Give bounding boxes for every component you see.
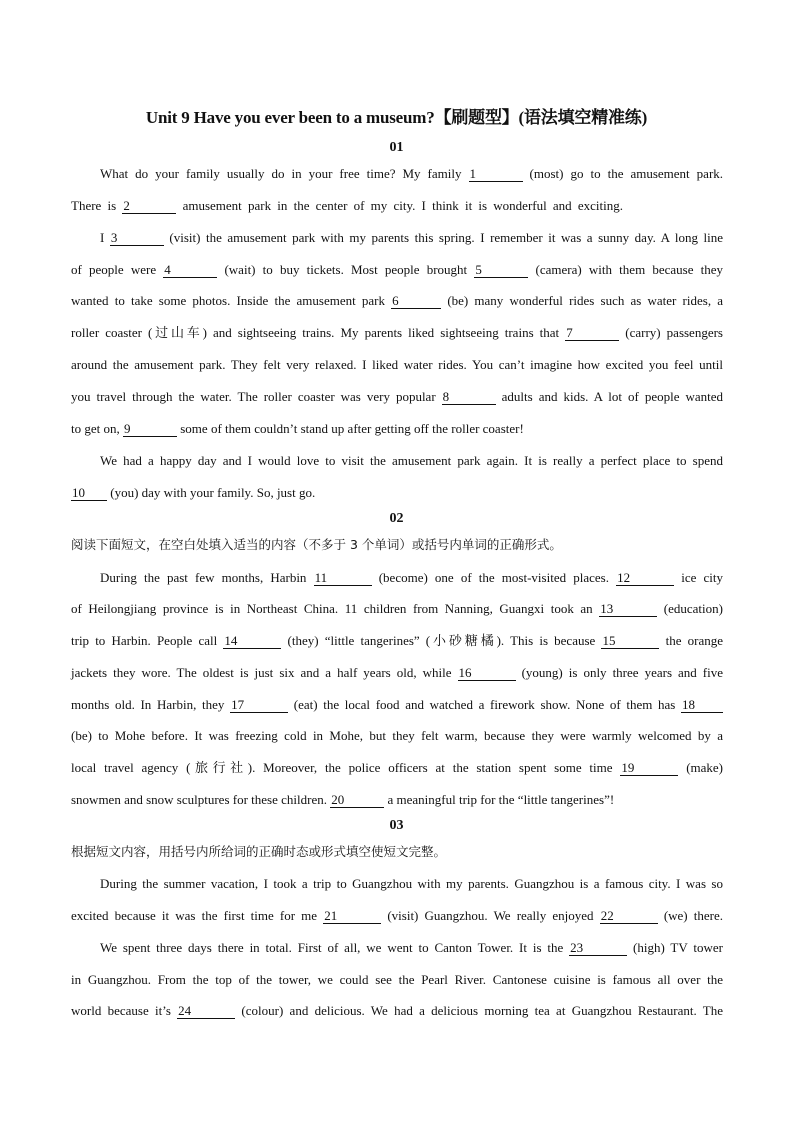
- paragraph-line: We had a happy day and I would love to visit the amusement park again. It is really a perfect place to spend: [100, 453, 723, 468]
- answer-blank-10[interactable]: 10: [71, 486, 107, 501]
- answer-blank-6[interactable]: 6: [391, 294, 441, 309]
- section-number-03: 03: [389, 818, 404, 833]
- paragraph-line: wanted to take some photos. Inside the amusement park 6 (be) many wonderful rides such as water rides, a: [71, 293, 724, 308]
- paragraph-line: you travel through the water. The roller coaster was very popular 8 adults and kids. A lot of people wanted: [71, 389, 724, 404]
- paragraph-line: I 3 (visit) the amusement park with my parents this spring. I remember it was a sunny day. A long line: [100, 230, 724, 245]
- answer-blank-15[interactable]: 15: [601, 634, 659, 649]
- section-number-02: 02: [389, 511, 404, 526]
- answer-blank-14[interactable]: 14: [223, 634, 281, 649]
- answer-blank-8[interactable]: 8: [442, 390, 496, 405]
- paragraph-line: snowmen and snow sculptures for these children. 20 a meaningful trip for the “little tangerines”!: [71, 792, 615, 807]
- paragraph-line: (be) to Mohe before. It was freezing cold in Mohe, but they felt warm, because they were warmly welcomed by a: [71, 728, 723, 743]
- paragraph-line: in Guangzhou. From the top of the tower, we could see the Pearl River. Cantonese cuisine is famous all over the: [71, 972, 723, 987]
- paragraph-line: roller coaster (过山车) and sightseeing trains. My parents liked sightseeing trains that 7 (carry) passengers: [71, 325, 723, 340]
- page-title: Unit 9 Have you ever been to a museum?【刷题型】(语法填空精准练): [145, 108, 648, 127]
- answer-blank-19[interactable]: 19: [620, 761, 678, 776]
- answer-blank-22[interactable]: 22: [600, 909, 658, 924]
- answer-blank-20[interactable]: 20: [330, 793, 384, 808]
- paragraph-line: excited because it was the first time for me 21 (visit) Guangzhou. We really enjoyed 22 (we) there.: [71, 908, 723, 923]
- paragraph-line: 10 (you) day with your family. So, just go.: [72, 485, 316, 500]
- paragraph-line: around the amusement park. They felt very relaxed. I liked water rides. You can’t imagine how excited you feel until: [71, 357, 723, 372]
- answer-blank-5[interactable]: 5: [474, 263, 528, 278]
- paragraph-line: trip to Harbin. People call 14 (they) “little tangerines” (小砂糖橘). This is because 15 the orange: [71, 633, 724, 648]
- answer-blank-11[interactable]: 11: [314, 571, 372, 586]
- paragraph-line: of Heilongjiang province is in Northeast China. 11 children from Nanning, Guangxi took an 13 (education): [71, 601, 723, 616]
- answer-blank-21[interactable]: 21: [323, 909, 381, 924]
- instructions: 根据短文内容，用括号内所给词的正确时态或形式填空使短文完整。: [71, 844, 447, 859]
- answer-blank-9[interactable]: 9: [123, 422, 177, 437]
- paragraph-line: local travel agency (旅行社). Moreover, the police officers at the station spent some time 19 (make): [71, 760, 724, 775]
- answer-blank-12[interactable]: 12: [616, 571, 674, 586]
- paragraph-line: world because it’s 24 (colour) and delicious. We had a delicious morning tea at Guangzhou Restaurant. The: [71, 1003, 723, 1018]
- answer-blank-23[interactable]: 23: [569, 941, 627, 956]
- answer-blank-18[interactable]: 18: [681, 698, 723, 713]
- paragraph-line: During the past few months, Harbin 11 (become) one of the most-visited places. 12 ice city: [100, 570, 724, 585]
- instructions: 阅读下面短文，在空白处填入适当的内容（不多于 3 个单词）或括号内单词的正确形式。: [71, 537, 562, 552]
- section-number-01: 01: [389, 140, 404, 155]
- answer-blank-7[interactable]: 7: [565, 326, 619, 341]
- answer-blank-2[interactable]: 2: [122, 199, 176, 214]
- paragraph-line: There is 2 amusement park in the center of my city. I think it is wonderful and exciting.: [71, 198, 624, 213]
- paragraph-line: We spent three days there in total. First of all, we went to Canton Tower. It is the 23 (high) TV tower: [100, 940, 723, 955]
- paragraph-line: months old. In Harbin, they 17 (eat) the local food and watched a firework show. None of them has 18: [71, 696, 723, 714]
- answer-blank-16[interactable]: 16: [458, 666, 516, 681]
- answer-blank-1[interactable]: 1: [469, 167, 523, 182]
- paragraph-line: During the summer vacation, I took a trip to Guangzhou with my parents. Guangzhou is a famous city. I was so: [100, 876, 723, 891]
- paragraph-line: jackets they wore. The oldest is just six and a half years old, while 16 (young) is only three years and five: [71, 665, 724, 680]
- answer-blank-3[interactable]: 3: [110, 231, 164, 246]
- answer-blank-17[interactable]: 17: [230, 698, 288, 713]
- answer-blank-13[interactable]: 13: [599, 602, 657, 617]
- paragraph-line: What do your family usually do in your free time? My family 1 (most) go to the amusement park.: [100, 166, 724, 181]
- paragraph-line: to get on, 9 some of them couldn’t stand up after getting off the roller coaster!: [71, 421, 524, 436]
- paragraph-line: of people were 4 (wait) to buy tickets. Most people brought 5 (camera) with them because they: [71, 262, 724, 277]
- answer-blank-24[interactable]: 24: [177, 1004, 235, 1019]
- answer-blank-4[interactable]: 4: [163, 263, 217, 278]
